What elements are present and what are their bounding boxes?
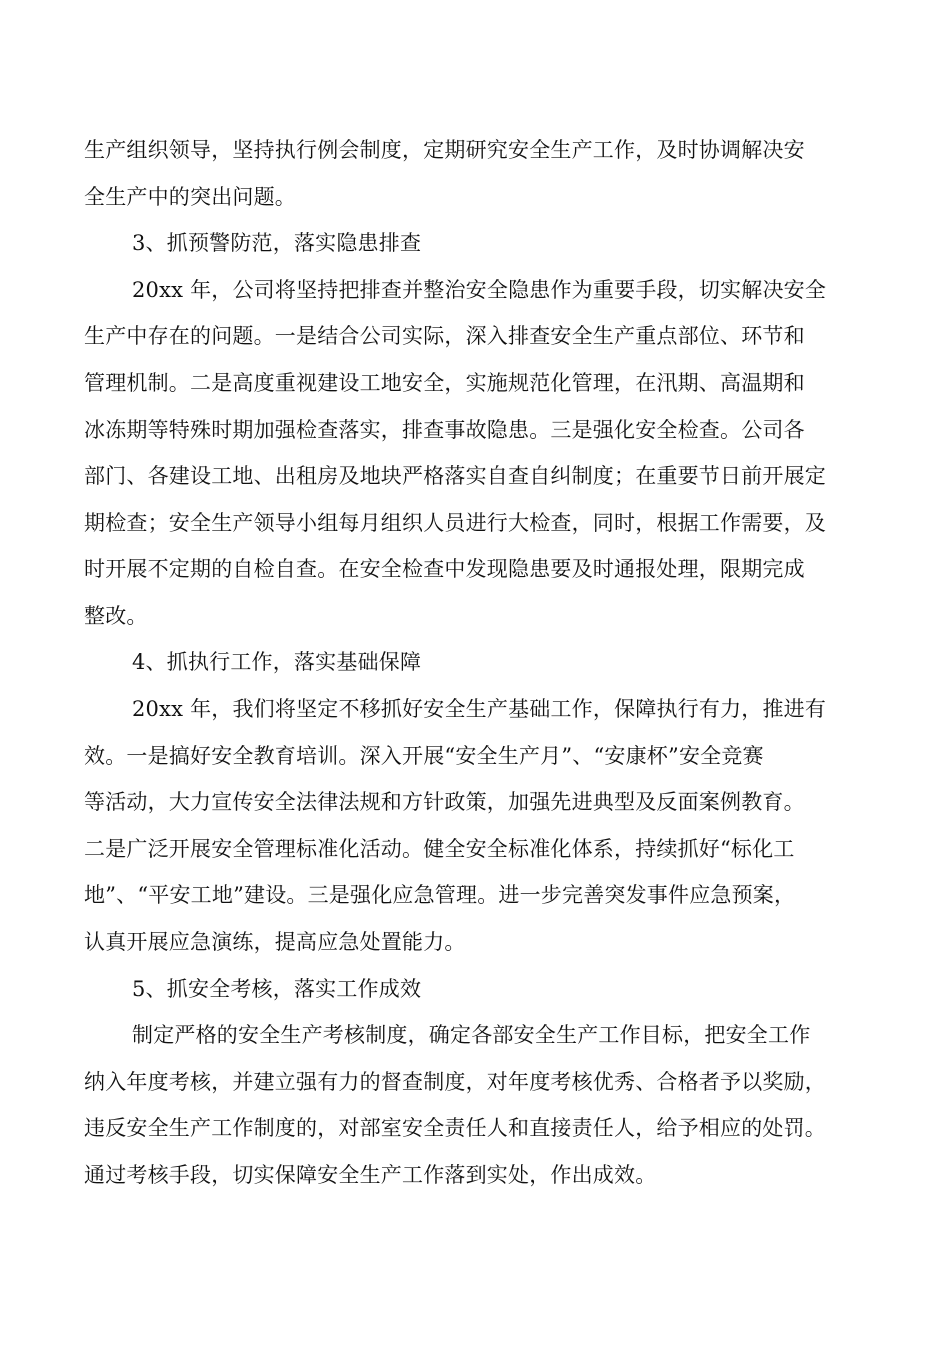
text-line: 通过考核手段，切实保障安全生产工作落到实处，作出成效。 <box>84 1163 657 1187</box>
text-line: 冰冻期等特殊时期加强检查落实，排查事故隐患。三是强化安全检查。公司各 <box>84 418 805 442</box>
text-line: 管理机制。二是高度重视建设工地安全，实施规范化管理，在汛期、高温期和 <box>84 371 805 395</box>
text-line: 纳入年度考核，并建立强有力的督查制度，对年度考核优秀、合格者予以奖励， <box>84 1070 826 1094</box>
text-line: 二是广泛开展安全管理标准化活动。健全安全标准化体系，持续抓好“标化工 <box>84 837 795 861</box>
text-line: 部门、各建设工地、出租房及地块严格落实自查自纠制度；在重要节日前开展定 <box>84 464 826 488</box>
section-heading: 5、抓安全考核，落实工作成效 <box>132 977 422 1001</box>
section-heading: 4、抓执行工作，落实基础保障 <box>132 650 422 674</box>
section-heading: 3、抓预警防范，落实隐患排查 <box>132 231 422 255</box>
text-line: 整改。 <box>84 604 148 628</box>
text-line: 制定严格的安全生产考核制度，确定各部安全生产工作目标，把安全工作 <box>132 1023 811 1047</box>
text-line: 违反安全生产工作制度的，对部室安全责任人和直接责任人，给予相应的处罚。 <box>84 1116 826 1140</box>
text-line: 全生产中的突出问题。 <box>84 185 296 209</box>
text-line: 等活动，大力宣传安全法律法规和方针政策，加强先进典型及反面案例教育。 <box>84 790 805 814</box>
text-line: 地”、“平安工地”建设。三是强化应急管理。进一步完善突发事件应急预案， <box>84 883 796 907</box>
text-line: 生产中存在的问题。一是结合公司实际，深入排查安全生产重点部位、环节和 <box>84 324 805 348</box>
text-line: 效。一是搞好安全教育培训。深入开展“安全生产月”、“安康杯”安全竞赛 <box>84 744 764 768</box>
text-line: 认真开展应急演练，提高应急处置能力。 <box>84 930 466 954</box>
text-line: 期检查；安全生产领导小组每月组织人员进行大检查，同时，根据工作需要，及 <box>84 511 826 535</box>
text-line: 20xx 年，公司将坚持把排查并整治安全隐患作为重要手段，切实解决安全 <box>132 278 827 302</box>
text-line: 20xx 年，我们将坚定不移抓好安全生产基础工作，保障执行有力，推进有 <box>132 697 827 721</box>
text-line: 生产组织领导，坚持执行例会制度，定期研究安全生产工作，及时协调解决安 <box>84 138 805 162</box>
text-line: 时开展不定期的自检自查。在安全检查中发现隐患要及时通报处理，限期完成 <box>84 557 805 581</box>
